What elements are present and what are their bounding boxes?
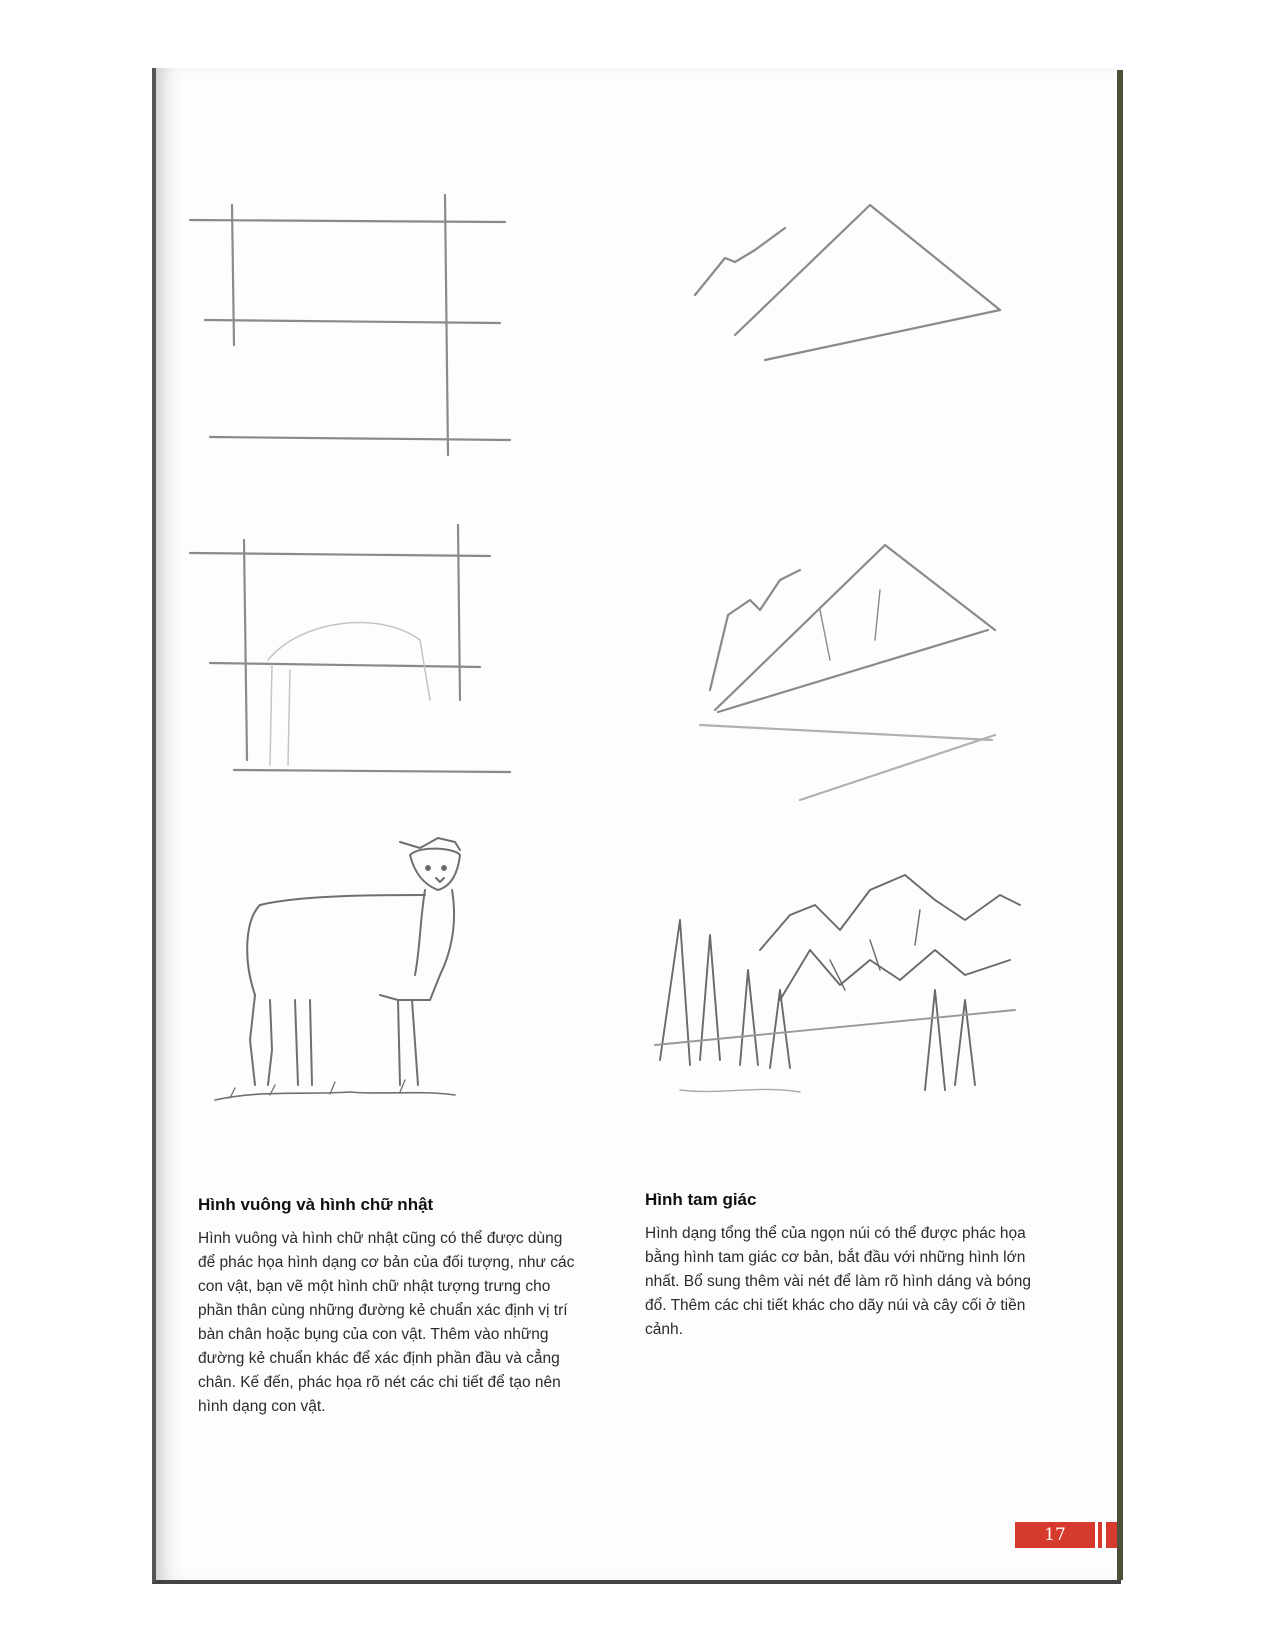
page-number: 17 <box>1015 1522 1095 1548</box>
caption-rectangles-heading: Hình vuông và hình chữ nhật <box>198 1195 434 1214</box>
rectangle-guides-sketch-2 <box>190 525 510 772</box>
caption-rectangles <box>198 1195 583 1419</box>
caption-rectangles-body: Hình vuông và hình chữ nhật cũng có thể được dùng để phác họa hình dạng cơ bản của đối tượng, như các con vật, bạn vẽ một hình chữ nhật tượng trưng cho phần thân cùng những đường kẻ chuẩn xác định vị trí bàn chân hoặc bụng của con vật. Thêm vào những đường kẻ chuẩn khác để xác định phần đầu và cẳng chân. Kế đến, phác họa rõ nét các chi tiết để tạo nên hình dạng con vật. <box>198 1230 575 1415</box>
page-number-stripe-2 <box>1106 1522 1117 1548</box>
rectangle-guides-sketch-1 <box>190 195 510 455</box>
deer-sketch <box>215 838 460 1100</box>
caption-triangles-body: Hình dạng tổng thể của ngọn núi có thể được phác họa bằng hình tam giác cơ bản, bắt đầu với những hình lớn nhất. Bổ sung thêm vài nét để làm rõ hình dáng và bóng đổ. Thêm các chi tiết khác cho dãy núi và cây cối ở tiền cảnh. <box>645 1225 1032 1338</box>
mountain-range-trees-sketch <box>655 875 1020 1092</box>
caption-triangles-heading: Hình tam giác <box>645 1190 757 1209</box>
page-number-stripe <box>1098 1522 1102 1548</box>
caption-triangles <box>645 1190 1055 1342</box>
mountain-sketch-1 <box>695 205 1000 360</box>
mountain-sketch-2 <box>700 545 995 800</box>
